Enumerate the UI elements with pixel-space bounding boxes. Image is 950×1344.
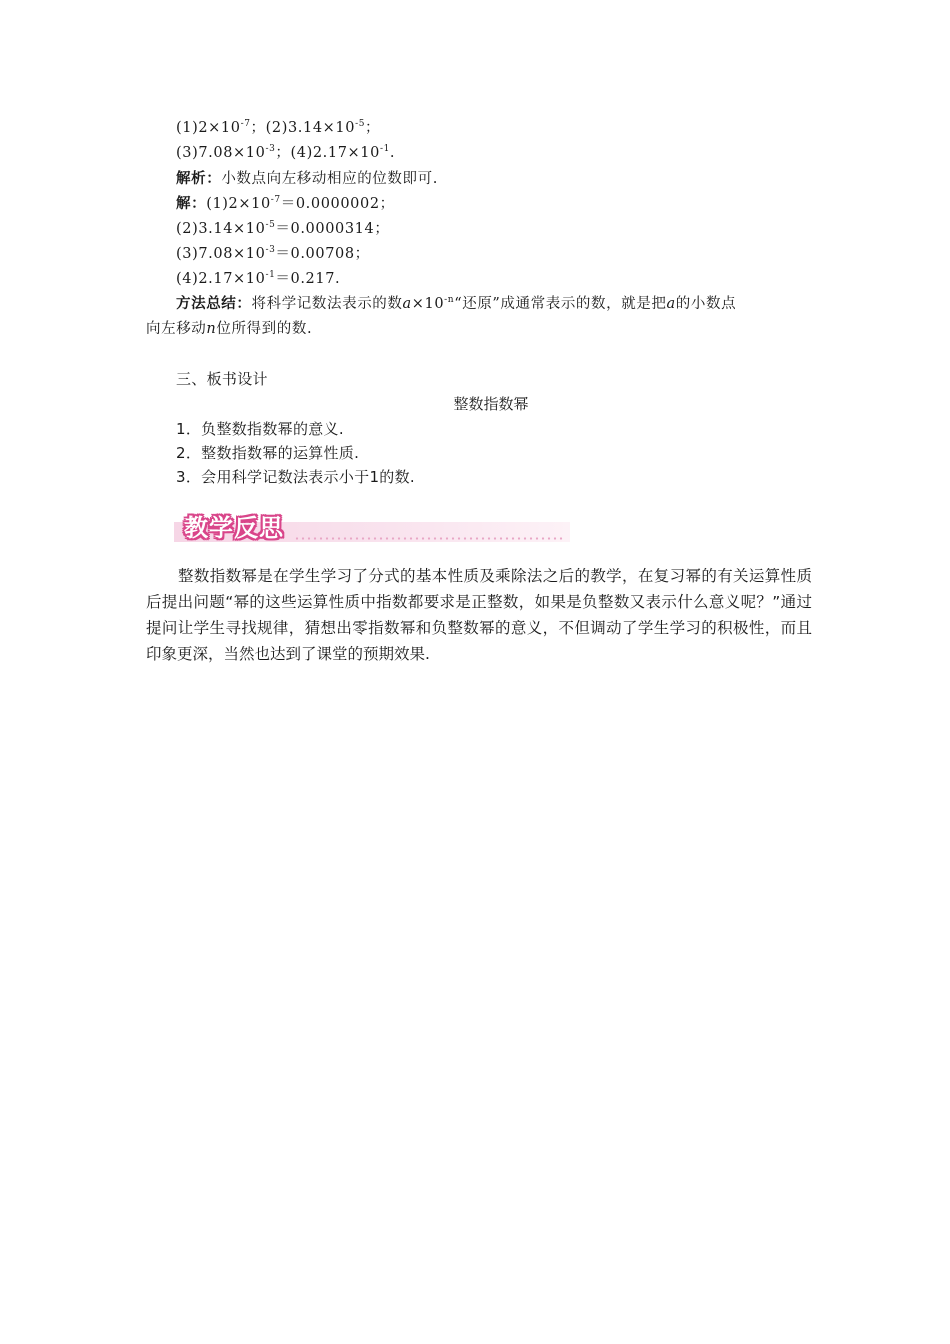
board-item-2: 2．整数指数幂的运算性质.: [176, 444, 360, 462]
solution-line-2: $(2)3.14\times 10^{-5}=0.0000314$；: [176, 220, 390, 237]
problem-line-2: $(3)7.08\times 10^{-3}$；$(4)2.17\times 10^{-1}$.: [176, 144, 396, 161]
problem-line-1: $(1)2\times 10^{-7}$；$(2)3.14\times 10^{-5}$；: [176, 119, 381, 136]
analysis-line: [176, 169, 438, 189]
board-center-title: 整数指数幂: [453, 395, 529, 413]
reflection-paragraph: 整数指数幂是在学生学习了分式的基本性质及乘除法之后的教学，在复习幂的有关运算性质后提出问题“幂的这些运算性质中指数都要求是正整数，如果是负整数又表示什么意义呢？”通过提问让学生寻找规律，猜想出零指数幂和负整数幂的意义，不但调动了学生学习的积极性，而且印象更深，当然也达到了课堂的预期效果.: [146, 567, 812, 663]
method-label: 方法总结：: [176, 296, 252, 312]
analysis-label: 解析：: [176, 171, 222, 187]
method-summary-line-1: 方法总结：将科学记数法表示的数$a\times 10^{-n}“$还原”成通常表示的数，就是把a的小数点: [176, 295, 737, 312]
method-summary-line-2: 向左移动n位所得到的数.: [146, 321, 313, 337]
solution-line-1: 解：$(1)2\times 10^{-7}=0.0000002$；: [176, 195, 395, 212]
solution-line-3: $(3)7.08\times 10^{-3}=0.00708$；: [176, 245, 370, 262]
solution-label: 解：: [176, 196, 207, 212]
analysis-text: 小数点向左移动相应的位数即可.: [221, 171, 438, 187]
banner-title: 教学反思: [184, 514, 284, 542]
board-section-title: 三、板书设计: [176, 370, 268, 388]
board-item-3: 3．会用科学记数法表示小于1的数.: [176, 468, 415, 486]
reflection-banner: [174, 510, 570, 546]
solution-line-4: $(4)2.17\times 10^{-1}=0.217$.: [176, 270, 341, 287]
board-item-1: 1．负整数指数幂的意义.: [176, 420, 344, 438]
banner-dots: [294, 537, 564, 540]
